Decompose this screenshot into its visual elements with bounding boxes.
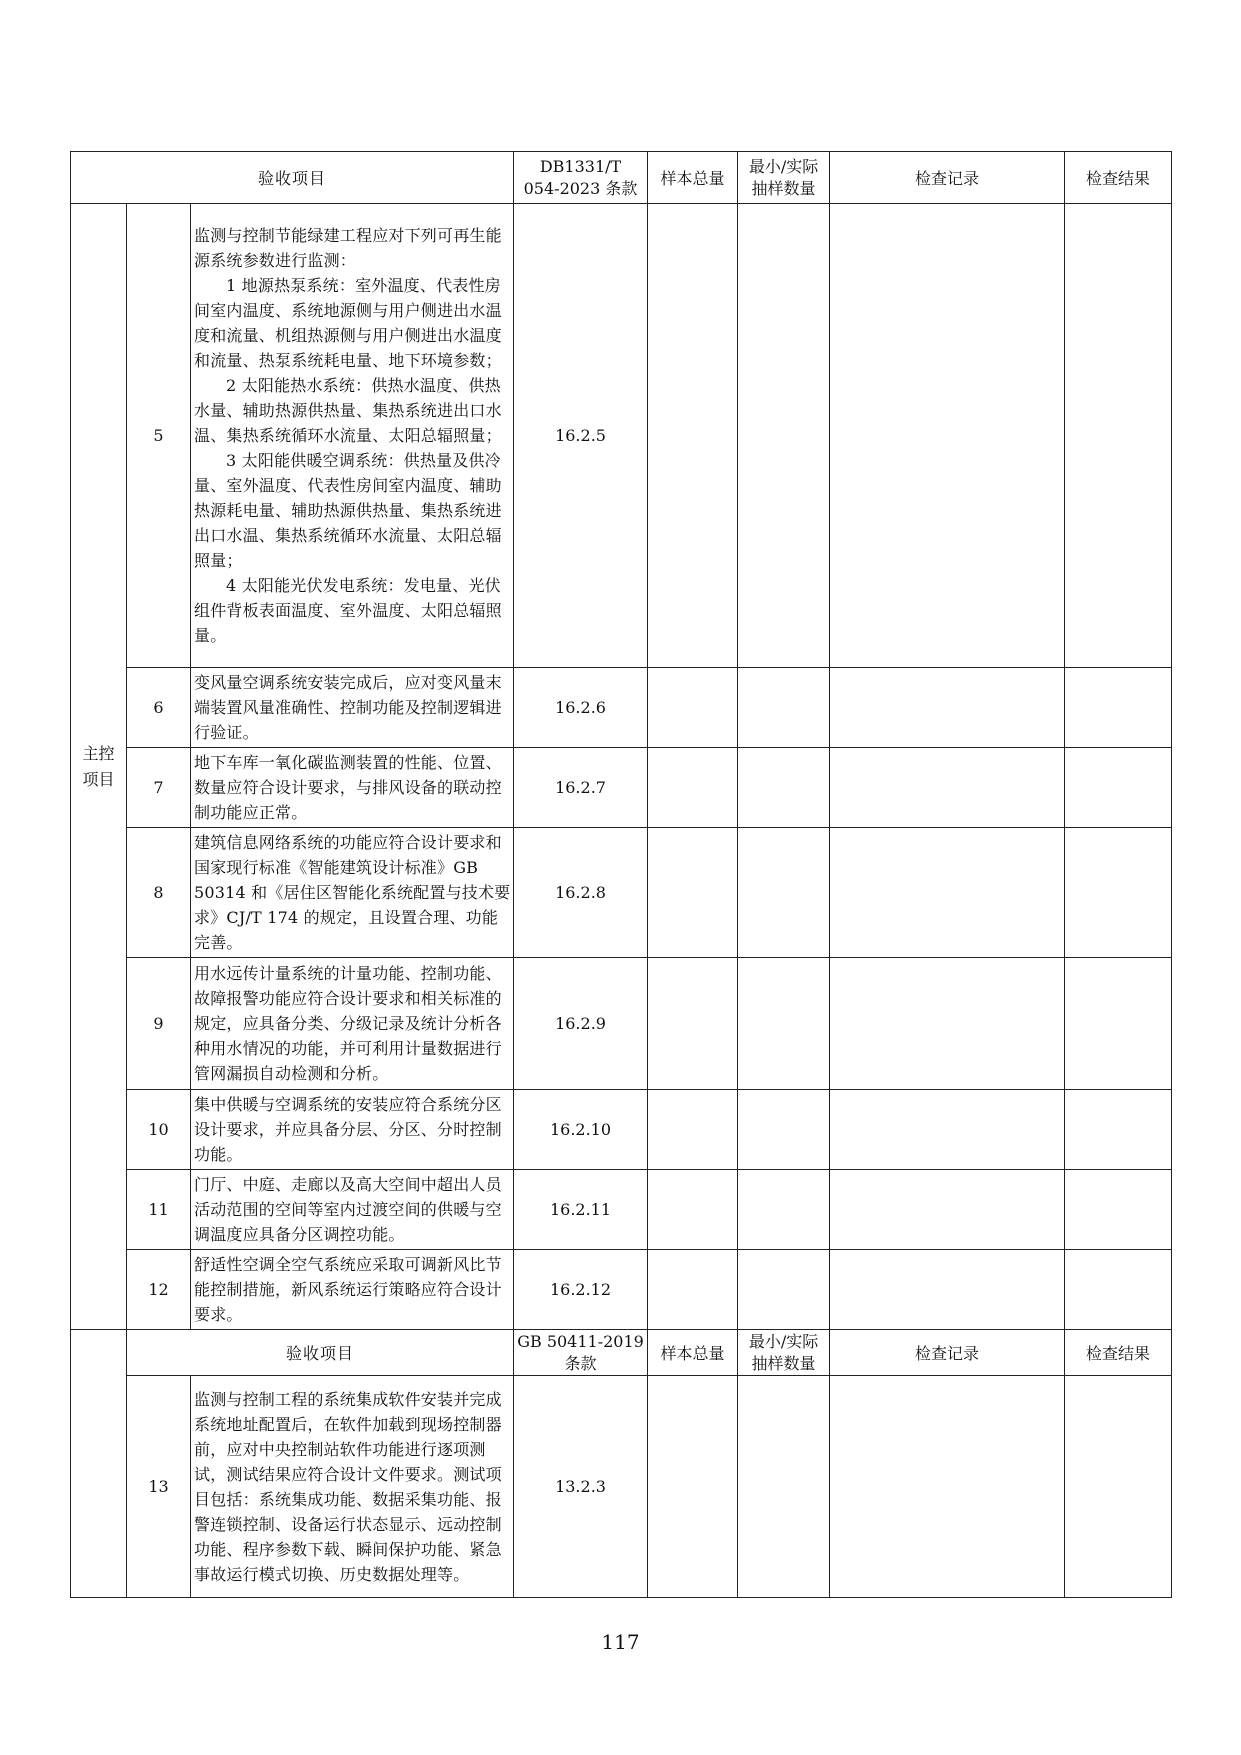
- header-row: [71, 152, 1172, 204]
- item-paragraph: 用水远传计量系统的计量功能、控制功能、故障报警功能应符合设计要求和相关标准的规定，应具备分类、分级记录及统计分析各种用水情况的功能，并可利用计量数据进行管网漏损自动检测和分析。: [194, 964, 502, 1083]
- item-clause: 16.2.5: [514, 204, 648, 668]
- sampling-cell[interactable]: [738, 204, 830, 668]
- item-paragraph: 变风量空调系统安装完成后，应对变风量末端装置风量准确性、控制功能及控制逻辑进行验证。: [194, 673, 502, 742]
- header-clause-line2: 054-2023 条款: [523, 178, 638, 198]
- item-clause: 13.2.3: [514, 1376, 648, 1598]
- table-row: [71, 204, 1172, 668]
- item-number: 9: [127, 958, 191, 1090]
- header2-sampling-line2: 抽样数量: [751, 1353, 816, 1373]
- header2-item: [127, 1330, 514, 1376]
- record-cell[interactable]: [830, 1376, 1065, 1598]
- category-blank-cell: [71, 1330, 127, 1376]
- item-content: [191, 1376, 514, 1598]
- table-row: [71, 748, 1172, 828]
- sampling-cell[interactable]: [738, 958, 830, 1090]
- table-row: [71, 668, 1172, 748]
- item-paragraph: 1 地源热泵系统：室外温度、代表性房间室内温度、系统地源侧与用户侧进出水温度和流量、机组热源侧与用户侧进出水温度和流量、热泵系统耗电量、地下环境参数；: [194, 276, 502, 370]
- item-number: 12: [127, 1250, 191, 1330]
- item-content: [191, 1090, 514, 1170]
- item-content: [191, 204, 514, 668]
- result-cell[interactable]: [1065, 958, 1172, 1090]
- header-row-2: [71, 1330, 1172, 1376]
- header-clause: [514, 152, 648, 204]
- item-number: 8: [127, 828, 191, 958]
- item-content: [191, 1170, 514, 1250]
- item-paragraph: 4 太阳能光伏发电系统：发电量、光伏组件背板表面温度、室外温度、太阳总辐照量。: [194, 576, 502, 645]
- item-number: 5: [127, 204, 191, 668]
- record-cell[interactable]: [830, 1170, 1065, 1250]
- item-clause: 16.2.11: [514, 1170, 648, 1250]
- record-cell[interactable]: [830, 748, 1065, 828]
- sample-total-cell[interactable]: [648, 828, 738, 958]
- category-line2: 项目: [82, 769, 115, 789]
- sampling-cell[interactable]: [738, 1090, 830, 1170]
- item-paragraph: 地下车库一氧化碳监测装置的性能、位置、数量应符合设计要求，与排风设备的联动控制功能应正常。: [194, 753, 502, 822]
- item-paragraph: 建筑信息网络系统的功能应符合设计要求和国家现行标准《智能建筑设计标准》GB 50314 和《居住区智能化系统配置与技术要求》CJ/T 174 的规定，且设置合理、功能完善。: [194, 833, 511, 952]
- header2-record: 检查记录: [830, 1330, 1065, 1376]
- result-cell[interactable]: [1065, 204, 1172, 668]
- item-clause: 16.2.7: [514, 748, 648, 828]
- sampling-cell[interactable]: [738, 748, 830, 828]
- result-cell[interactable]: [1065, 748, 1172, 828]
- item-content: [191, 958, 514, 1090]
- result-cell[interactable]: [1065, 1376, 1172, 1598]
- table-row: [71, 1170, 1172, 1250]
- header2-result: 检查结果: [1065, 1330, 1172, 1376]
- item-number: 6: [127, 668, 191, 748]
- item-paragraph: 3 太阳能供暖空调系统：供热量及供冷量、室外温度、代表性房间室内温度、辅助热源耗电量、辅助热源供热量、集热系统进出口水温、集热系统循环水流量、太阳总辐照量；: [194, 451, 502, 570]
- result-cell[interactable]: [1065, 668, 1172, 748]
- item-paragraph: 舒适性空调全空气系统应采取可调新风比节能控制措施，新风系统运行策略应符合设计要求。: [194, 1255, 502, 1324]
- item-content: [191, 748, 514, 828]
- record-cell[interactable]: [830, 204, 1065, 668]
- sampling-cell[interactable]: [738, 1250, 830, 1330]
- item-paragraph: 监测与控制工程的系统集成软件安装并完成系统地址配置后，在软件加载到现场控制器前，应对中央控制站软件功能进行逐项测试，测试结果应符合设计文件要求。测试项目包括：系统集成功能、数据采集功能、报警连锁控制、设备运行状态显示、远动控制功能、程序参数下载、瞬间保护功能、紧急事故运行模式切换、历史数据处理等。: [194, 1389, 502, 1584]
- item-content: [191, 1250, 514, 1330]
- category-line1: 主控: [82, 743, 115, 763]
- header2-clause: [514, 1330, 648, 1376]
- header-sampling-line1: 最小/实际: [748, 156, 819, 176]
- record-cell[interactable]: [830, 958, 1065, 1090]
- table-row: [71, 1376, 1172, 1598]
- item-number: 11: [127, 1170, 191, 1250]
- header-sample-total: 样本总量: [648, 152, 738, 204]
- item-clause: 16.2.12: [514, 1250, 648, 1330]
- result-cell[interactable]: [1065, 1090, 1172, 1170]
- item-number: 13: [127, 1376, 191, 1598]
- record-cell[interactable]: [830, 828, 1065, 958]
- table-row: [71, 828, 1172, 958]
- table-body: [71, 152, 1172, 1598]
- sample-total-cell[interactable]: [648, 668, 738, 748]
- item-clause: 16.2.10: [514, 1090, 648, 1170]
- item-paragraph: 集中供暖与空调系统的安装应符合系统分区设计要求，并应具备分层、分区、分时控制功能。: [194, 1095, 502, 1164]
- sample-total-cell[interactable]: [648, 1170, 738, 1250]
- sample-total-cell[interactable]: [648, 1090, 738, 1170]
- header-sampling-line2: 抽样数量: [751, 178, 816, 198]
- result-cell[interactable]: [1065, 1250, 1172, 1330]
- item-content: [191, 668, 514, 748]
- table-row: [71, 1090, 1172, 1170]
- item-clause: 16.2.8: [514, 828, 648, 958]
- record-cell[interactable]: [830, 1090, 1065, 1170]
- header2-item-label: 验收项目: [286, 1344, 355, 1363]
- header2-clause-line2: 条款: [564, 1353, 597, 1373]
- header-sampling: [738, 152, 830, 204]
- item-paragraph: 2 太阳能热水系统：供热水温度、供热水量、辅助热源供热量、集热系统进出口水温、集热系统循环水流量、太阳总辐照量；: [194, 376, 502, 445]
- header-clause-line1: DB1331/T: [539, 156, 622, 176]
- sampling-cell[interactable]: [738, 828, 830, 958]
- sampling-cell[interactable]: [738, 1170, 830, 1250]
- table-row: [71, 1250, 1172, 1330]
- header-result: 检查结果: [1065, 152, 1172, 204]
- record-cell[interactable]: [830, 668, 1065, 748]
- record-cell[interactable]: [830, 1250, 1065, 1330]
- header-item-label: 验收项目: [258, 169, 327, 188]
- sampling-cell[interactable]: [738, 1376, 830, 1598]
- item-paragraph: 门厅、中庭、走廊以及高大空间中超出人员活动范围的空间等室内过渡空间的供暖与空调温度应具备分区调控功能。: [194, 1175, 502, 1244]
- sample-total-cell[interactable]: [648, 204, 738, 668]
- item-number: 7: [127, 748, 191, 828]
- item-content: [191, 828, 514, 958]
- header2-sample-total: 样本总量: [648, 1330, 738, 1376]
- acceptance-table: [70, 151, 1172, 1598]
- header2-sampling-line1: 最小/实际: [748, 1331, 819, 1351]
- table-row: [71, 958, 1172, 1090]
- sampling-cell[interactable]: [738, 668, 830, 748]
- header2-clause-line1: GB 50411-2019: [517, 1331, 644, 1351]
- page-number: 117: [601, 1630, 640, 1654]
- sample-total-cell[interactable]: [648, 748, 738, 828]
- header-item: [71, 152, 514, 204]
- category-blank-cell: [71, 1376, 127, 1598]
- item-paragraph: 监测与控制节能绿建工程应对下列可再生能源系统参数进行监测：: [194, 226, 502, 270]
- sample-total-cell[interactable]: [648, 1376, 738, 1598]
- category-cell: [71, 204, 127, 1330]
- header2-sampling: [738, 1330, 830, 1376]
- item-clause: 16.2.6: [514, 668, 648, 748]
- sample-total-cell[interactable]: [648, 1250, 738, 1330]
- item-clause: 16.2.9: [514, 958, 648, 1090]
- item-number: 10: [127, 1090, 191, 1170]
- header-record: 检查记录: [830, 152, 1065, 204]
- result-cell[interactable]: [1065, 1170, 1172, 1250]
- result-cell[interactable]: [1065, 828, 1172, 958]
- sample-total-cell[interactable]: [648, 958, 738, 1090]
